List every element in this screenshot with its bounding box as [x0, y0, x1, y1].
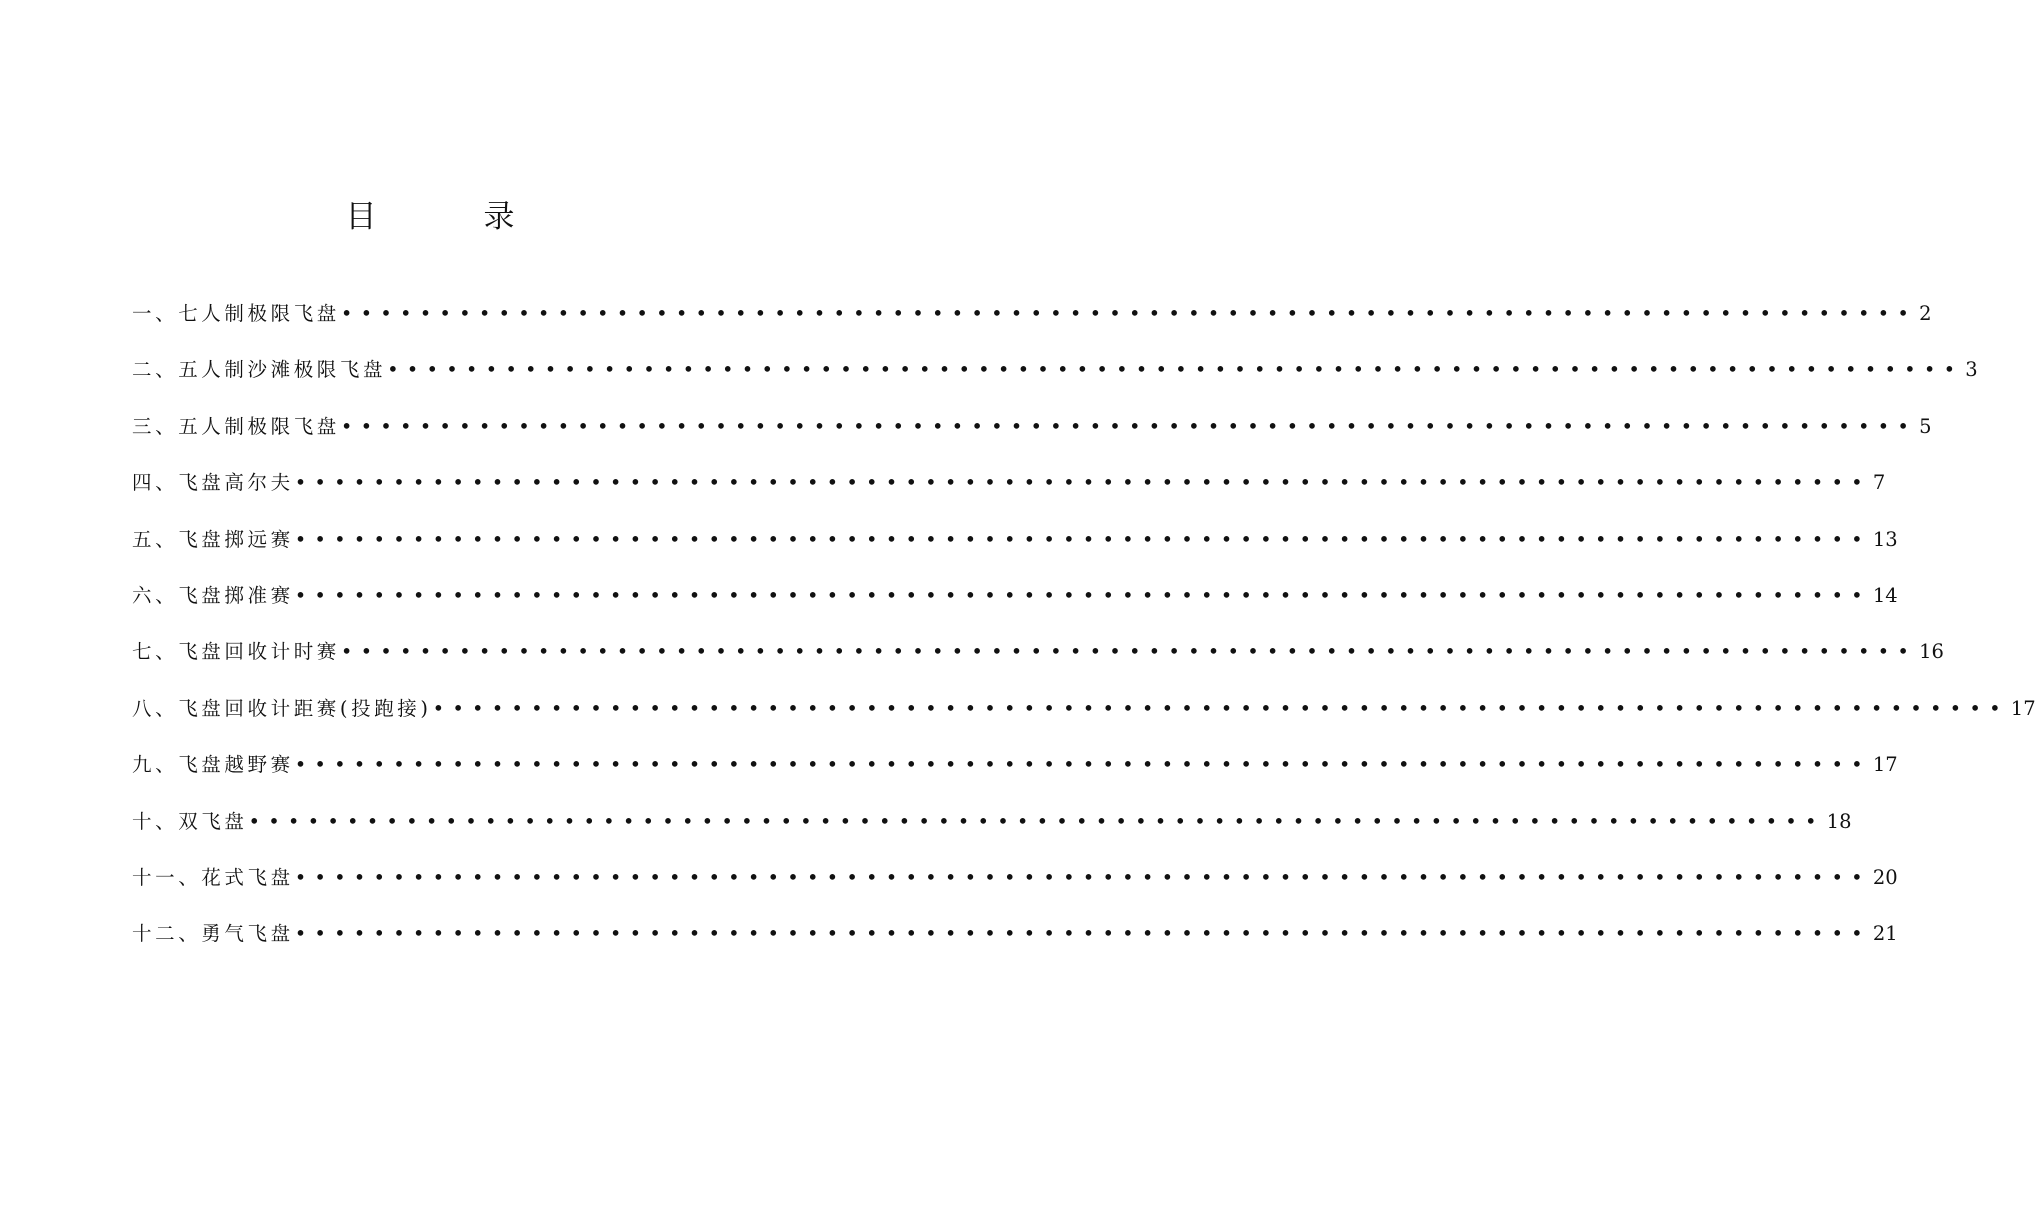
toc-entry[interactable] [132, 348, 1978, 404]
toc-leader-dots: •••••••••••••••••••••••••••••••••••••••••••••••••••••••••••••••••••••••••••••••• [294, 583, 1871, 607]
toc-entry[interactable] [132, 518, 1898, 574]
toc-entry[interactable] [132, 856, 1898, 912]
toc-entry-label: 一、七人制极限飞盘 [132, 302, 340, 325]
toc-entry[interactable] [132, 574, 1898, 630]
toc-leader-dots: •••••••••••••••••••••••••••••••••••••••••••••••••••••••••••••••••••••••••••••••• [387, 358, 1964, 382]
toc-entry-label: 五、飞盘掷远赛 [132, 527, 294, 551]
toc-entry-page: 13 [1872, 527, 1898, 551]
toc-leader-dots: •••••••••••••••••••••••••••••••••••••••••••••••••••••••••••••••••••••••••••••••• [294, 865, 1871, 889]
toc-leader-dots: •••••••••••••••••••••••••••••••••••••••••••••••••••••••••••••••••••••••••••••••• [294, 922, 1871, 946]
toc-entry[interactable] [132, 405, 1932, 461]
toc-entry-label: 七、飞盘回收计时赛 [132, 640, 340, 664]
toc-entry-page: 5 [1919, 414, 1932, 438]
toc-leader-dots: •••••••••••••••••••••••••••••••••••••••••••••••••••••••••••••••••••••••••••••••• [294, 753, 1871, 777]
toc-entry-label: 十、双飞盘 [132, 809, 248, 833]
toc-entry-page: 17 [2010, 696, 2036, 720]
toc-title: 目 录 [345, 199, 553, 235]
toc-entry-label: 六、飞盘掷准赛 [132, 583, 294, 607]
toc-leader-dots: •••••••••••••••••••••••••••••••••••••••••••••••••••••••••••••••••••••••••••••••• [432, 696, 2009, 720]
toc-entry-page: 7 [1872, 471, 1886, 495]
toc-entry-page: 16 [1919, 640, 1944, 664]
toc-entry-label: 二、五人制沙滩极限飞盘 [132, 358, 387, 382]
toc-leader-dots: •••••••••••••••••••••••••••••••••••••••••••••••••••••••••••••••••••••••••••••••• [340, 302, 1918, 325]
toc-leader-dots: •••••••••••••••••••••••••••••••••••••••••••••••••••••••••••••••••••••••••••••••• [248, 809, 1825, 833]
toc-entry-page: 17 [1872, 753, 1898, 777]
toc-entry[interactable] [132, 743, 1898, 799]
toc-entry-label: 九、飞盘越野赛 [132, 753, 294, 777]
toc-entry-label: 三、五人制极限飞盘 [132, 414, 340, 438]
toc-entry-label: 八、飞盘回收计距赛(投跑接) [132, 696, 432, 720]
toc-entry-label: 十一、花式飞盘 [132, 865, 294, 889]
toc-entry-label: 十二、勇气飞盘 [132, 922, 294, 946]
toc-leader-dots: •••••••••••••••••••••••••••••••••••••••••••••••••••••••••••••••••••••••••••••••• [294, 471, 1871, 495]
toc-entry-label: 四、飞盘高尔夫 [132, 471, 294, 495]
toc-entry-page: 2 [1919, 302, 1932, 325]
toc-entry-page: 20 [1872, 865, 1898, 889]
toc-entry[interactable] [132, 292, 1932, 348]
toc-entry-page: 21 [1872, 922, 1898, 946]
toc-entry[interactable] [132, 687, 2036, 743]
toc-leader-dots: •••••••••••••••••••••••••••••••••••••••••••••••••••••••••••••••••••••••••••••••• [294, 527, 1871, 551]
toc-entry-page: 3 [1965, 358, 1978, 382]
toc-entry-page: 18 [1826, 809, 1852, 833]
toc-entry[interactable] [132, 912, 1898, 968]
toc-entry-page: 14 [1872, 583, 1898, 607]
toc-leader-dots: •••••••••••••••••••••••••••••••••••••••••••••••••••••••••••••••••••••••••••••••• [340, 640, 1918, 664]
toc-entry[interactable] [132, 800, 1852, 856]
toc-leader-dots: •••••••••••••••••••••••••••••••••••••••••••••••••••••••••••••••••••••••••••••••• [340, 414, 1918, 438]
table-of-contents [132, 292, 2036, 969]
toc-entry[interactable] [132, 630, 1944, 686]
toc-entry[interactable] [132, 461, 1886, 517]
